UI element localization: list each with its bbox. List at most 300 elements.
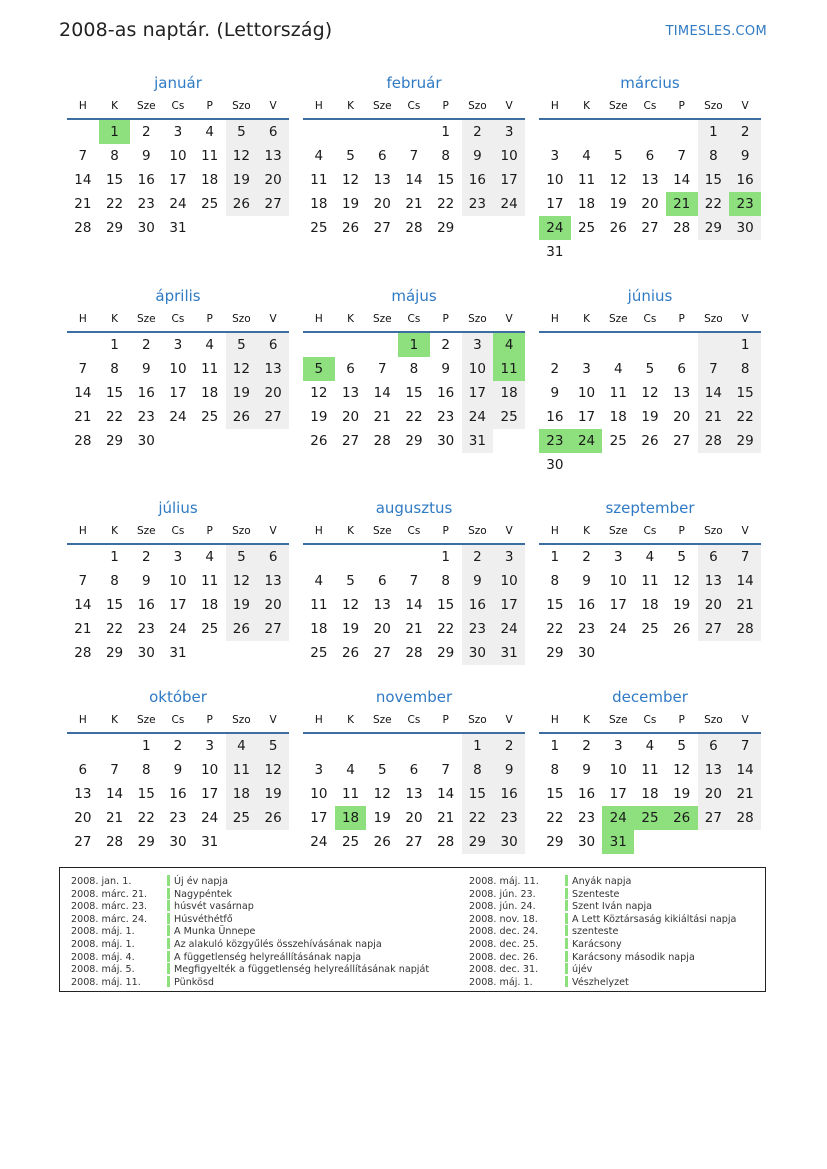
day-cell: 5 <box>645 361 655 377</box>
day-cell: 13 <box>74 786 92 802</box>
day-cell: 3 <box>173 549 183 565</box>
empty-cell <box>698 641 730 665</box>
empty-cell <box>634 119 666 144</box>
empty-cell <box>226 429 258 453</box>
day-cell: 11 <box>641 762 659 778</box>
empty-cell <box>335 544 367 569</box>
day-cell: 30 <box>137 220 155 236</box>
weekday-header: Cs <box>634 94 666 119</box>
weekday-header: P <box>430 94 462 119</box>
empty-cell <box>430 733 462 758</box>
day-cell: 30 <box>729 216 761 240</box>
day-cell: 8 <box>698 144 730 168</box>
empty-cell <box>729 240 761 264</box>
day-cell: 24 <box>609 621 627 637</box>
holiday-marker-icon <box>167 900 170 911</box>
day-cell: 16 <box>577 597 596 613</box>
day-cell: 21 <box>666 192 698 216</box>
legend-column-left <box>60 875 429 988</box>
day-cell: 25 <box>634 806 666 830</box>
weekday-header: Cs <box>162 94 194 119</box>
day-cell: 29 <box>729 429 761 453</box>
empty-cell <box>571 332 603 357</box>
day-cell: 11 <box>641 573 659 589</box>
day-cell: 7 <box>677 148 686 164</box>
legend-row <box>60 875 429 888</box>
day-cell: 24 <box>169 409 187 425</box>
empty-cell <box>634 240 666 264</box>
weekday-header: Cs <box>634 307 666 332</box>
weekday-header: K <box>335 94 367 119</box>
empty-cell <box>67 733 99 758</box>
day-cell: 9 <box>462 569 494 593</box>
empty-cell <box>366 119 398 144</box>
day-cell: 5 <box>377 762 387 778</box>
day-cell: 17 <box>462 381 494 405</box>
weekday-header: K <box>571 708 603 733</box>
weekday-header: V <box>729 307 761 332</box>
empty-cell <box>303 332 335 357</box>
month-table <box>67 307 289 453</box>
legend-row <box>60 925 429 938</box>
legend-row <box>60 951 429 964</box>
day-cell: 14 <box>405 597 423 613</box>
weekday-header: Szo <box>698 307 730 332</box>
day-cell: 3 <box>205 738 214 754</box>
day-cell: 2 <box>729 119 761 144</box>
day-cell: 26 <box>226 405 258 429</box>
empty-cell <box>335 332 367 357</box>
day-cell: 22 <box>437 196 455 212</box>
empty-cell <box>493 429 525 453</box>
day-cell: 24 <box>539 216 571 240</box>
day-cell: 28 <box>74 645 92 661</box>
day-cell: 22 <box>105 621 124 637</box>
day-cell: 21 <box>729 782 761 806</box>
day-cell: 19 <box>226 593 258 617</box>
day-cell: 8 <box>110 573 119 589</box>
day-cell: 4 <box>645 549 655 565</box>
legend-date: 2008. máj. 1. <box>469 976 533 988</box>
weekday-header: P <box>194 708 226 733</box>
day-cell: 5 <box>346 148 355 164</box>
day-cell: 8 <box>141 762 151 778</box>
day-cell: 9 <box>141 361 151 377</box>
month-name: augusztus <box>375 499 453 517</box>
legend-date: 2008. jún. 23. <box>469 888 536 900</box>
weekday-header: K <box>571 519 603 544</box>
weekday-header: H <box>303 708 335 733</box>
day-cell: 21 <box>405 196 423 212</box>
day-cell: 6 <box>78 762 88 778</box>
empty-cell <box>162 429 194 453</box>
holiday-marker-icon <box>565 900 568 911</box>
day-cell: 14 <box>729 758 761 782</box>
day-cell: 20 <box>698 593 730 617</box>
empty-cell <box>729 641 761 665</box>
holiday-marker-icon <box>167 913 170 924</box>
day-cell: 3 <box>613 738 623 754</box>
empty-cell <box>303 544 335 569</box>
empty-cell <box>634 830 666 854</box>
day-cell: 7 <box>441 762 450 778</box>
day-cell: 1 <box>441 124 450 140</box>
day-cell: 1 <box>110 549 119 565</box>
legend-holiday-name: Anyák napja <box>572 876 632 887</box>
weekday-header: Sze <box>366 519 398 544</box>
month-name: június <box>627 287 673 305</box>
weekday-header: K <box>99 94 131 119</box>
day-cell: 22 <box>546 810 564 826</box>
legend-holiday-name: Az alakuló közgyűlés összehívásának napja <box>174 938 382 950</box>
day-cell: 15 <box>546 597 564 613</box>
day-cell: 14 <box>698 381 730 405</box>
day-cell: 14 <box>405 172 423 188</box>
day-cell: 9 <box>729 144 761 168</box>
legend-row <box>458 925 736 938</box>
weekday-header: Sze <box>602 94 634 119</box>
day-cell: 1 <box>698 119 730 144</box>
legend-row <box>458 913 736 926</box>
weekday-header: Sze <box>602 307 634 332</box>
day-cell: 15 <box>405 385 423 401</box>
day-cell: 20 <box>341 409 360 425</box>
day-cell: 8 <box>441 573 450 589</box>
day-cell: 20 <box>673 409 691 425</box>
month-0 <box>67 72 289 240</box>
holiday-marker-icon <box>565 888 568 899</box>
day-cell: 7 <box>729 544 761 569</box>
day-cell: 10 <box>169 361 187 377</box>
weekday-header: P <box>430 519 462 544</box>
day-cell: 24 <box>602 806 634 830</box>
day-cell: 4 <box>205 549 214 565</box>
weekday-header: V <box>493 708 525 733</box>
legend-holiday-name: Húsvéthétfő <box>174 913 233 925</box>
day-cell: 24 <box>169 196 187 212</box>
day-cell: 17 <box>169 385 187 401</box>
month-5 <box>539 285 761 477</box>
empty-cell <box>698 453 730 477</box>
month-table <box>539 708 761 854</box>
empty-cell <box>257 216 289 240</box>
day-cell: 20 <box>373 196 391 212</box>
empty-cell <box>698 240 730 264</box>
day-cell: 25 <box>609 433 627 449</box>
day-cell: 6 <box>257 119 289 144</box>
day-cell: 9 <box>582 762 591 778</box>
day-cell: 10 <box>462 357 494 381</box>
day-cell: 23 <box>462 617 494 641</box>
month-name: december <box>612 688 688 706</box>
day-cell: 10 <box>169 148 187 164</box>
month-name: szeptember <box>605 499 695 517</box>
month-8 <box>539 497 761 665</box>
day-cell: 17 <box>577 409 596 425</box>
day-cell: 22 <box>437 621 455 637</box>
day-cell: 16 <box>729 168 761 192</box>
day-cell: 6 <box>257 332 289 357</box>
day-cell: 4 <box>226 733 258 758</box>
day-cell: 24 <box>493 617 525 641</box>
day-cell: 29 <box>546 834 564 850</box>
empty-cell <box>398 544 430 569</box>
day-cell: 5 <box>257 733 289 758</box>
legend-holiday-name: újév <box>572 964 593 976</box>
day-cell: 19 <box>673 786 691 802</box>
site-link[interactable]: TIMESLES.COM <box>665 24 767 39</box>
legend-date: 2008. jan. 1. <box>71 876 132 887</box>
day-cell: 18 <box>335 806 367 830</box>
month-name: május <box>391 287 437 305</box>
day-cell: 25 <box>577 220 596 236</box>
weekday-header: Cs <box>162 708 194 733</box>
legend-row <box>458 900 736 913</box>
day-cell: 6 <box>698 733 730 758</box>
empty-cell <box>698 332 730 357</box>
day-cell: 23 <box>577 621 596 637</box>
legend-row <box>458 888 736 901</box>
weekday-header: V <box>493 307 525 332</box>
day-cell: 21 <box>698 405 730 429</box>
day-cell: 4 <box>493 332 525 357</box>
weekday-header: Szo <box>462 708 494 733</box>
day-cell: 8 <box>441 148 450 164</box>
day-cell: 18 <box>226 782 258 806</box>
weekday-header: V <box>257 708 289 733</box>
day-cell: 30 <box>546 457 564 473</box>
day-cell: 10 <box>201 762 219 778</box>
day-cell: 15 <box>546 786 564 802</box>
day-cell: 16 <box>137 597 155 613</box>
day-cell: 14 <box>74 597 92 613</box>
month-name: október <box>149 688 207 706</box>
weekday-header: Cs <box>634 519 666 544</box>
day-cell: 21 <box>405 621 423 637</box>
day-cell: 9 <box>550 385 560 401</box>
day-cell: 27 <box>373 220 391 236</box>
day-cell: 13 <box>698 758 730 782</box>
day-cell: 13 <box>373 172 391 188</box>
weekday-header: Cs <box>162 307 194 332</box>
day-cell: 1 <box>550 738 560 754</box>
month-6 <box>67 497 289 665</box>
day-cell: 5 <box>226 544 258 569</box>
day-cell: 24 <box>201 810 219 826</box>
day-cell: 11 <box>310 597 328 613</box>
month-table <box>303 708 525 854</box>
day-cell: 26 <box>341 220 360 236</box>
day-cell: 23 <box>437 409 455 425</box>
day-cell: 19 <box>341 196 360 212</box>
weekday-header: P <box>666 307 698 332</box>
legend-date: 2008. márc. 24. <box>71 913 148 925</box>
day-cell: 30 <box>462 641 494 665</box>
empty-cell <box>67 544 99 569</box>
day-cell: 28 <box>673 220 691 236</box>
day-cell: 8 <box>462 758 494 782</box>
empty-cell <box>67 119 99 144</box>
day-cell: 24 <box>493 192 525 216</box>
day-cell: 31 <box>546 244 564 260</box>
day-cell: 30 <box>169 834 187 850</box>
day-cell: 27 <box>405 834 423 850</box>
holiday-marker-icon <box>167 888 170 899</box>
day-cell: 2 <box>493 733 525 758</box>
day-cell: 12 <box>226 569 258 593</box>
day-cell: 10 <box>169 573 187 589</box>
weekday-header: P <box>194 94 226 119</box>
empty-cell <box>602 641 634 665</box>
empty-cell <box>666 240 698 264</box>
legend-date: 2008. jún. 24. <box>469 901 536 913</box>
legend-column-right <box>458 875 736 988</box>
day-cell: 26 <box>226 617 258 641</box>
day-cell: 3 <box>582 361 591 377</box>
day-cell: 25 <box>201 409 219 425</box>
day-cell: 16 <box>462 593 494 617</box>
weekday-header: Sze <box>366 307 398 332</box>
day-cell: 3 <box>493 119 525 144</box>
weekday-header: H <box>67 94 99 119</box>
weekday-header: H <box>539 307 571 332</box>
day-cell: 28 <box>373 433 391 449</box>
day-cell: 26 <box>257 806 289 830</box>
empty-cell <box>226 216 258 240</box>
day-cell: 24 <box>571 429 603 453</box>
weekday-header: Szo <box>226 708 258 733</box>
day-cell: 29 <box>137 834 155 850</box>
empty-cell <box>729 453 761 477</box>
day-cell: 12 <box>257 758 289 782</box>
weekday-header: Cs <box>634 708 666 733</box>
weekday-header: Sze <box>366 94 398 119</box>
weekday-header: K <box>335 307 367 332</box>
weekday-header: V <box>257 519 289 544</box>
day-cell: 21 <box>105 810 124 826</box>
day-cell: 29 <box>105 433 124 449</box>
legend-row <box>458 875 736 888</box>
legend-date: 2008. dec. 25. <box>469 938 539 950</box>
day-cell: 1 <box>398 332 430 357</box>
day-cell: 5 <box>677 549 686 565</box>
day-cell: 16 <box>462 168 494 192</box>
weekday-header: K <box>99 307 131 332</box>
day-cell: 13 <box>373 597 391 613</box>
day-cell: 23 <box>137 196 155 212</box>
day-cell: 4 <box>582 148 591 164</box>
day-cell: 23 <box>493 806 525 830</box>
day-cell: 1 <box>99 119 131 144</box>
day-cell: 25 <box>201 621 219 637</box>
day-cell: 12 <box>609 172 627 188</box>
empty-cell <box>366 332 398 357</box>
legend-holiday-name: Karácsony második napja <box>572 951 695 963</box>
day-cell: 27 <box>373 645 391 661</box>
day-cell: 11 <box>226 758 258 782</box>
holiday-marker-icon <box>167 976 170 987</box>
day-cell: 16 <box>169 786 187 802</box>
legend-row <box>60 900 429 913</box>
day-cell: 2 <box>462 544 494 569</box>
day-cell: 6 <box>409 762 419 778</box>
day-cell: 13 <box>673 385 691 401</box>
day-cell: 20 <box>257 168 289 192</box>
day-cell: 10 <box>546 172 564 188</box>
day-cell: 17 <box>609 597 627 613</box>
day-cell: 15 <box>105 385 124 401</box>
legend-holiday-name: A Munka Ünnepe <box>174 926 256 938</box>
weekday-header: H <box>67 708 99 733</box>
legend-holiday-name: Szent Iván napja <box>572 901 653 913</box>
day-cell: 12 <box>673 573 691 589</box>
day-cell: 12 <box>641 385 659 401</box>
weekday-header: Sze <box>602 519 634 544</box>
day-cell: 22 <box>105 196 124 212</box>
day-cell: 27 <box>257 405 289 429</box>
empty-cell <box>257 641 289 665</box>
weekday-header: V <box>257 307 289 332</box>
day-cell: 31 <box>169 220 187 236</box>
day-cell: 5 <box>303 357 335 381</box>
weekday-header: V <box>729 519 761 544</box>
day-cell: 28 <box>74 220 92 236</box>
weekday-header: Sze <box>602 708 634 733</box>
day-cell: 17 <box>201 786 219 802</box>
legend-row <box>60 913 429 926</box>
day-cell: 8 <box>729 357 761 381</box>
weekday-header: Sze <box>130 708 162 733</box>
empty-cell <box>666 119 698 144</box>
day-cell: 27 <box>341 433 360 449</box>
empty-cell <box>67 332 99 357</box>
day-cell: 14 <box>437 786 455 802</box>
day-cell: 14 <box>105 786 124 802</box>
weekday-header: Szo <box>462 307 494 332</box>
day-cell: 11 <box>577 172 596 188</box>
day-cell: 17 <box>609 786 627 802</box>
day-cell: 12 <box>226 144 258 168</box>
day-cell: 2 <box>141 549 151 565</box>
day-cell: 29 <box>462 830 494 854</box>
day-cell: 7 <box>78 148 88 164</box>
day-cell: 30 <box>137 433 155 449</box>
day-cell: 19 <box>310 409 328 425</box>
weekday-header: Szo <box>698 708 730 733</box>
day-cell: 26 <box>310 433 328 449</box>
day-cell: 13 <box>257 569 289 593</box>
empty-cell <box>602 453 634 477</box>
day-cell: 21 <box>373 409 391 425</box>
weekday-header: P <box>666 519 698 544</box>
empty-cell <box>634 332 666 357</box>
weekday-header: K <box>99 519 131 544</box>
day-cell: 5 <box>226 119 258 144</box>
weekday-header: Szo <box>226 94 258 119</box>
weekday-header: H <box>539 94 571 119</box>
day-cell: 17 <box>169 172 187 188</box>
day-cell: 19 <box>341 621 360 637</box>
day-cell: 13 <box>405 786 423 802</box>
day-cell: 7 <box>409 573 419 589</box>
holiday-marker-icon <box>565 875 568 886</box>
weekday-header: K <box>335 708 367 733</box>
empty-cell <box>366 733 398 758</box>
day-cell: 4 <box>645 738 655 754</box>
empty-cell <box>194 216 226 240</box>
day-cell: 6 <box>677 361 686 377</box>
weekday-header: Sze <box>366 708 398 733</box>
